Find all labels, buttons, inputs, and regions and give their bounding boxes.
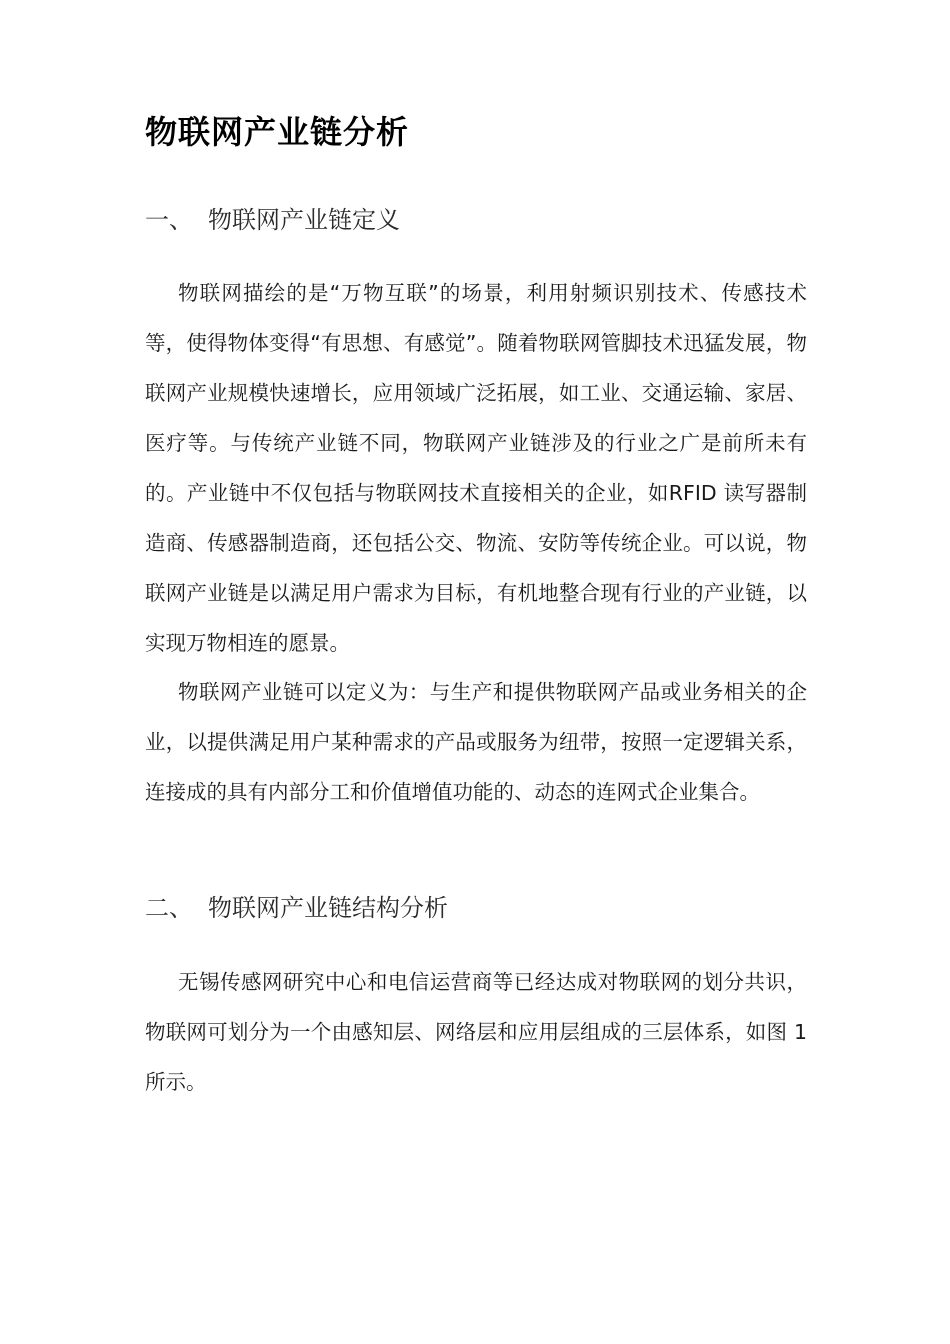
paragraph-structure-layers: 无锡传感网研究中心和电信运营商等已经达成对物联网的划分共识，物联网可划分为一个由感知层、网络层和应用层组成的三层体系，如图 1 所示。	[145, 970, 807, 1094]
paragraph-definition-overview: 物联网描绘的是“万物互联”的场景，利用射频识别技术、传感技术等，使得物体变得“有思想、有感觉”。随着物联网管脚技术迅猛发展，物联网产业规模快速增长，应用领域广泛拓展，如工业、交通运输、家居、医疗等。与传统产业链不同，物联网产业链涉及的行业之广是前所未有的。产业链中不仅包括与物联网技术直接相关的企业，如RFID 读写器制造商、传感器制造商，还包括公交、物流、安防等传统企业。可以说，物联网产业链是以满足用户需求为目标，有机地整合现有行业的产业链，以实现万物相连的愿景。	[145, 281, 807, 655]
section-number: 二、	[145, 894, 193, 922]
document-title: 物联网产业链分析	[145, 113, 410, 151]
section-heading-structure	[145, 890, 448, 926]
section-number: 一、	[145, 206, 193, 234]
paragraph-definition-formal: 物联网产业链可以定义为：与生产和提供物联网产品或业务相关的企业，以提供满足用户某种需求的产品或服务为纽带，按照一定逻辑关系，连接成的具有内部分工和价值增值功能的、动态的连网式企业集合。	[145, 680, 807, 804]
section-heading-text: 物联网产业链结构分析	[208, 894, 448, 922]
section-heading-text: 物联网产业链定义	[208, 206, 400, 234]
section-heading-definition	[145, 202, 400, 238]
